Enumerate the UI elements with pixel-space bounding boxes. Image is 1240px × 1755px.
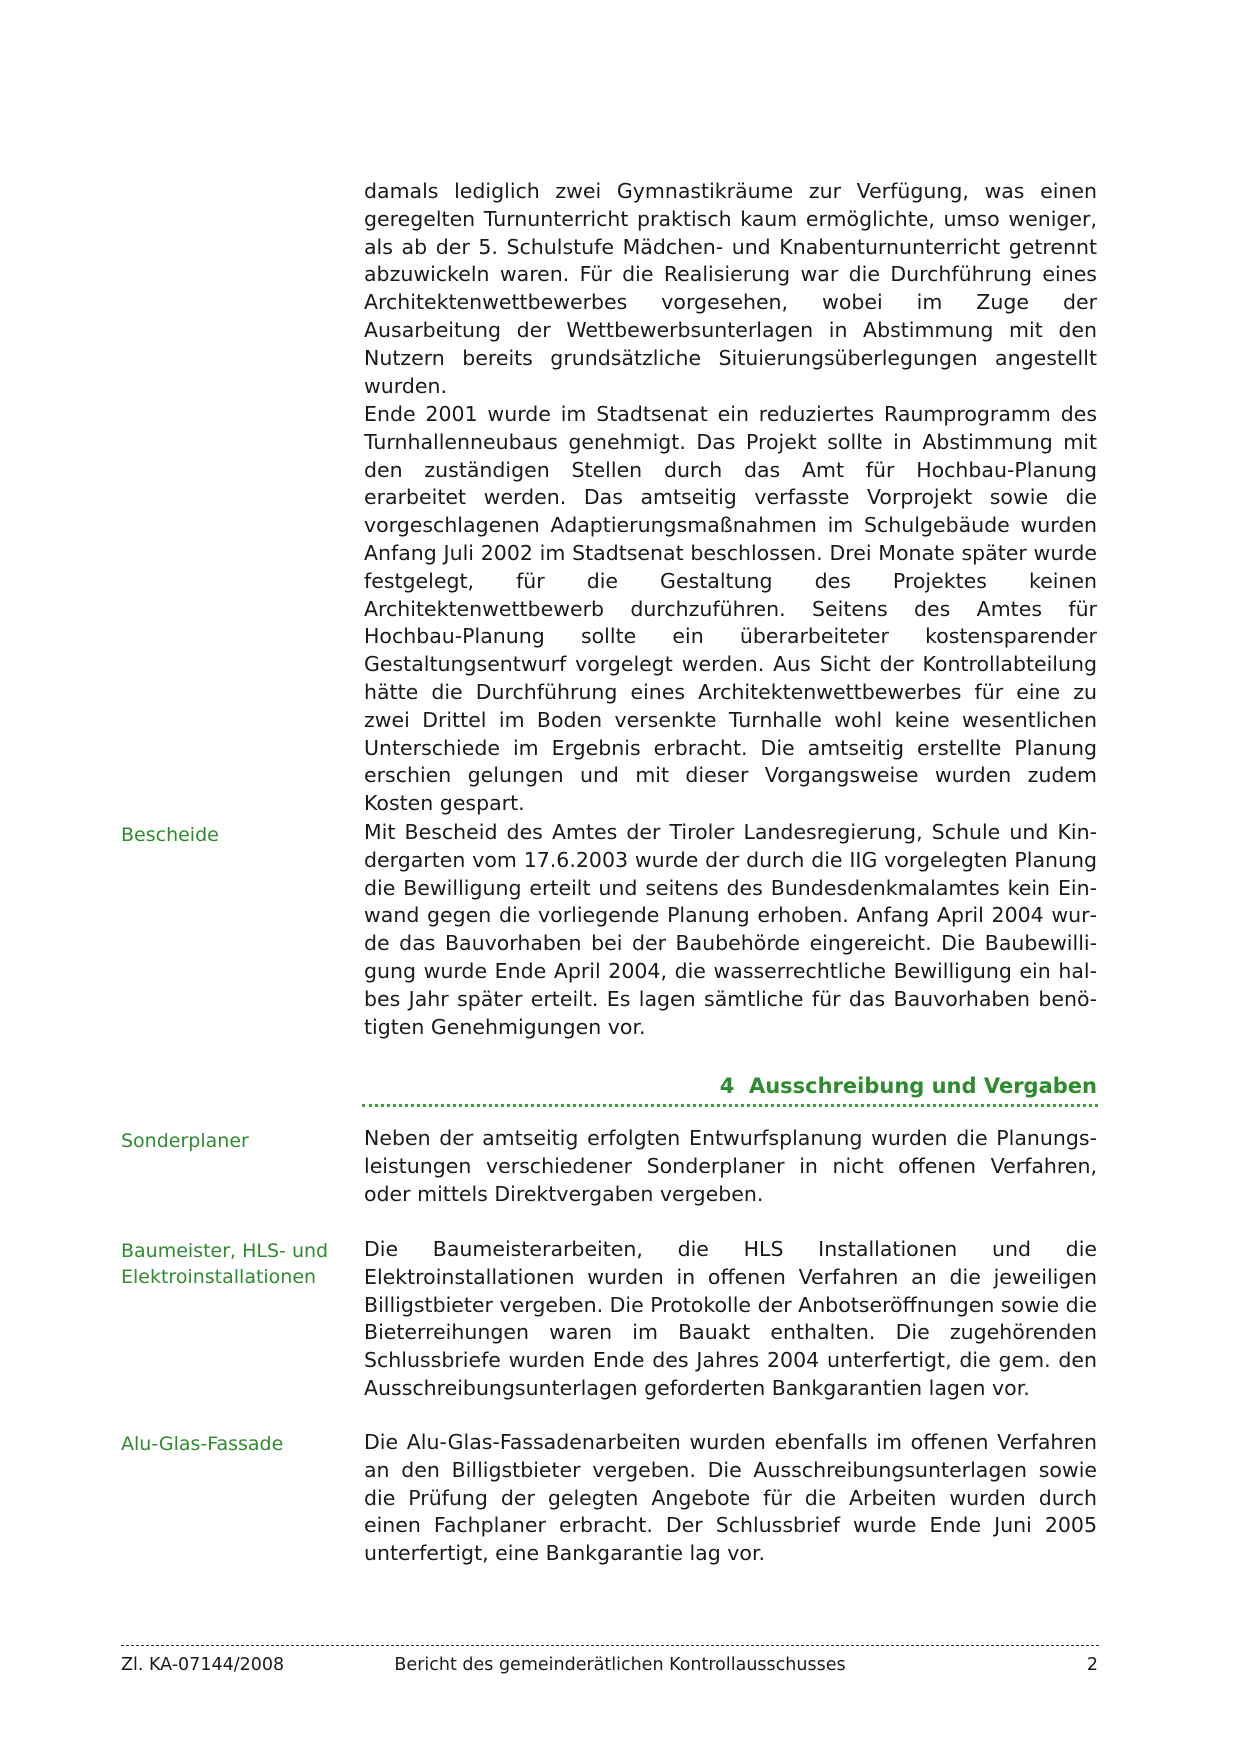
paragraph-sonderplaner: Neben der amtseitig erfolgten Entwurfsplanung wurden die Planungsleistungen verschiedener Sonderplaner in nicht offenen Verfahren, oder mittels Direktvergaben vergeben.	[364, 1126, 1097, 1206]
section-title: Ausschreibung und Vergaben	[748, 1074, 1097, 1098]
margin-label-bescheide: Bescheide	[121, 824, 219, 846]
paragraph-baumeister: Die Baumeisterarbeiten, die HLS Installationen und die Elektroinstallationen wurden in offenen Verfahren an die jeweiligen Billigstbieter vergeben. Die Protokolle der Anbotseröffnungen sowie die Bieterreihungen waren im Bauakt enthalten. Die zugehörenden Schlussbriefe wurden Ende des Jahres 2004 unterfertigt, die gem. den Ausschreibungsunterlagen geforderten Bankgarantien lagen vor.	[364, 1237, 1097, 1400]
margin-label-baumeister-line1: Baumeister, HLS- und	[121, 1240, 329, 1262]
margin-label-sonderplaner: Sonderplaner	[121, 1130, 249, 1152]
margin-label-baumeister-line2: Elektroinstallationen	[121, 1266, 317, 1288]
footer-rule	[121, 1645, 1099, 1646]
paragraph-stadtsenat: Ende 2001 wurde im Stadtsenat ein reduziertes Raumprogramm des Turnhallenneubaus genehmigt. Das Projekt sollte in Abstimmung mit den zuständigen Stellen durch das Amt für Hochbau-Planung erarbeitet werden. Das amtseitig verfasste Vorprojekt sowie die vorgeschlagenen Adaptierungsmaßnahmen im Schulgebäude wurden Anfang Juli 2002 im Stadtsenat beschlossen. Drei Monate später wurde festgelegt, für die Gestaltung des Projektes keinen Architektenwettbewerb durchzuführen. Seitens des Amtes für Hochbau-Planung sollte ein überarbeiteter kostensparender Gestaltungsentwurf vorgelegt werden. Aus Sicht der Kontrollabteilung hätte die Durchführung eines Architektenwettbewerbes für eine zu zwei Drittel im Boden versenkte Turnhalle wohl keine wesentlichen Unterschiede im Ergebnis erbracht. Die amtseitig erstellte Planung erschien gelungen und mit dieser Vorgangsweise wurden zudem Kosten gespart.	[364, 402, 1097, 816]
margin-label-baumeister	[121, 1238, 351, 1290]
section-heading-rule	[362, 1104, 1098, 1107]
paragraph-bescheide: Mit Bescheid des Amtes der Tiroler Landesregierung, Schule und Kindergarten vom 17.6.2003 wurde der durch die IIG vorgelegten Planung die Bewilligung erteilt und seitens des Bundesdenkmalamtes kein Einwand gegen die vorliegende Planung erhoben. Anfang April 2004 wurde das Bauvorhaben bei der Baubehörde eingereicht. Die Baubewilligung wurde Ende April 2004, die wasserrechtliche Bewilligung ein halbes Jahr später erteilt. Es lagen sämtliche für das Bauvorhaben benötigten Genehmigungen vor.	[364, 820, 1097, 1039]
paragraph-intro: damals lediglich zwei Gymnastikräume zur Verfügung, was einen geregelten Turnunterricht praktisch kaum ermöglichte, umso weniger, als ab der 5. Schulstufe Mädchen- und Knabenturnunterricht getrennt abzuwickeln waren. Für die Realisierung war die Durchführung eines Architektenwettbewerbes vorgesehen, wobei im Zuge der Ausarbeitung der Wettbewerbsunterlagen in Abstimmung mit den Nutzern bereits grundsätzliche Situierungsüberlegungen angestellt wurden.	[364, 179, 1097, 398]
section-heading	[364, 1072, 1097, 1100]
section-number: 4	[719, 1074, 735, 1098]
footer-title: Bericht des gemeinderätlichen Kontrollausschusses	[394, 1655, 846, 1675]
footer-reference: Zl. KA-07144/2008	[121, 1655, 285, 1675]
page-number: 2	[1086, 1655, 1098, 1675]
margin-label-alu-glas: Alu-Glas-Fassade	[121, 1433, 284, 1455]
paragraph-alu-glas: Die Alu-Glas-Fassadenarbeiten wurden ebenfalls im offenen Verfahren an den Billigstbieter vergeben. Die Ausschreibungsunterlagen sowie die Prüfung der gelegten Angebote für die Arbeiten wurden durch einen Fachplaner erbracht. Der Schlussbrief wurde Ende Juni 2005 unterfertigt, eine Bankgarantie lag vor.	[364, 1430, 1097, 1566]
